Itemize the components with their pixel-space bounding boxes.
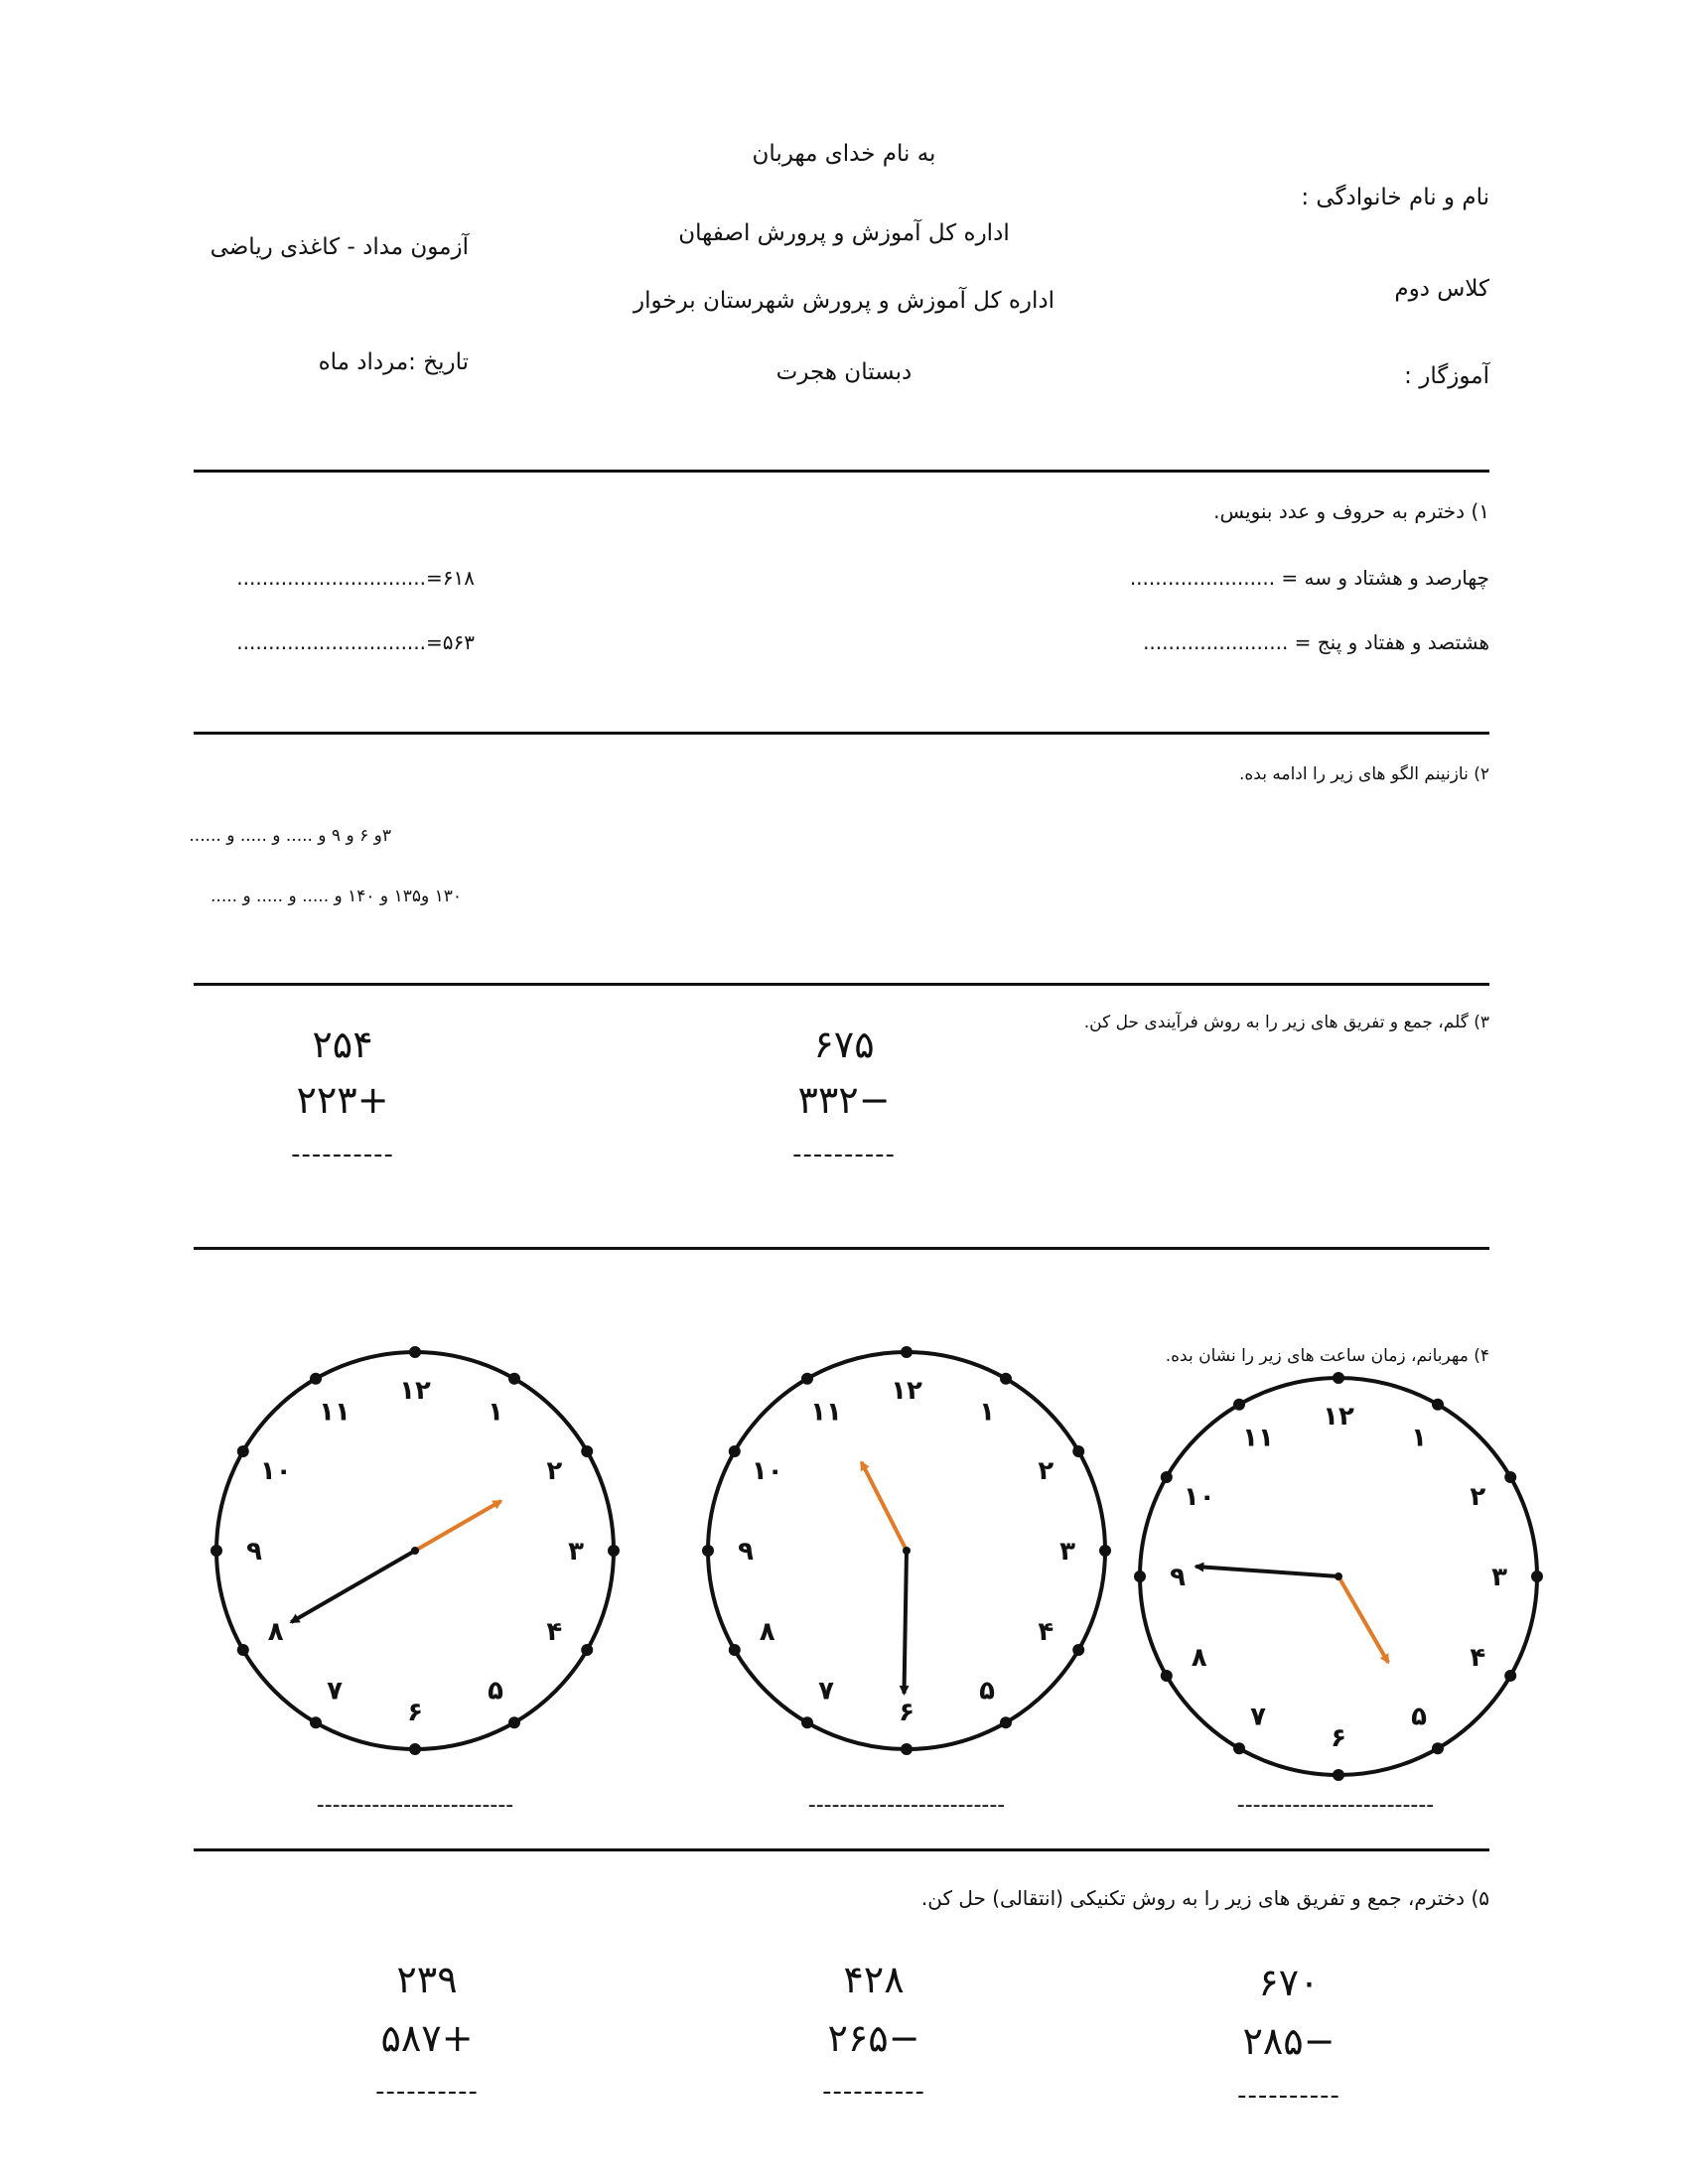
clock-numeral: ۱۰: [1183, 1482, 1215, 1512]
clock-tick-dot: [1432, 1742, 1444, 1754]
q2-pattern: ۳و ۶ و ۹ و ..... و ..... و ......: [189, 826, 391, 846]
q3-answer-line: ----------: [291, 1140, 394, 1169]
q3-problem-bottom: +۲۲۳: [296, 1078, 389, 1122]
dept-province: اداره کل آموزش و پرورش اصفهان: [678, 220, 1010, 246]
clock-tick-dot: [1531, 1570, 1543, 1582]
clock-answer-line: -------------------------: [807, 1793, 1006, 1818]
school-name: دبستان هجرت: [775, 359, 913, 385]
clock-tick-dot: [237, 1644, 249, 1656]
teacher-label: آموزگار :: [1404, 363, 1489, 389]
q1-item: چهارصد و هشتاد و سه = .......................: [1129, 566, 1489, 590]
q5-problem-bottom: −۲۸۵: [1242, 2019, 1336, 2063]
clock-numeral: ۸: [267, 1617, 284, 1647]
clock-numeral: ۹: [1170, 1563, 1186, 1592]
clock-tick-dot: [1333, 1769, 1344, 1781]
clock-tick-dot: [1432, 1399, 1444, 1411]
minute-hand: [1196, 1567, 1338, 1576]
clock-numeral: ۳: [1491, 1563, 1507, 1592]
clock-numeral: ۱۲: [891, 1376, 922, 1406]
q3-answer-line: ----------: [792, 1140, 896, 1169]
clock-tick-dot: [1333, 1372, 1344, 1384]
q4-prompt: ۴) مهربانم، زمان ساعت های زیر را نشان بده.: [1165, 1346, 1489, 1366]
clock-numeral: ۷: [818, 1676, 834, 1706]
q5-prompt: ۵) دخترم، جمع و تفریق های زیر را به روش تکنیکی (انتقالی) حل کن.: [920, 1886, 1489, 1910]
clock-hub: [411, 1547, 419, 1555]
q5-problem-bottom: +۵۸۷: [380, 2016, 474, 2060]
clock-tick-dot: [702, 1545, 714, 1557]
clock-tick-dot: [508, 1373, 520, 1385]
clock-tick-dot: [1504, 1670, 1516, 1682]
exam-title: آزمون مداد - کاغذی ریاضی: [210, 234, 469, 260]
clock-tick-dot: [1000, 1716, 1012, 1728]
clock-numeral: ۳: [1059, 1537, 1075, 1567]
q1-prompt: ۱) دخترم به حروف و عدد بنویس.: [1213, 499, 1489, 523]
clock-tick-dot: [508, 1716, 520, 1728]
clock-answer-line: -------------------------: [316, 1793, 514, 1818]
clock-numeral: ۵: [979, 1676, 995, 1706]
q5-problem-top: ۶۷۰: [1258, 1961, 1320, 2004]
clock-tick-dot: [1099, 1545, 1111, 1557]
dept-city: اداره کل آموزش و پرورش شهرستان برخوار: [633, 288, 1055, 314]
clock-hub: [903, 1547, 911, 1555]
hour-hand: [862, 1462, 907, 1551]
clock-tick-dot: [409, 1346, 421, 1358]
clock-numeral: ۱۲: [399, 1376, 431, 1406]
q1-item: هشتصد و هفتاد و پنج = .......................: [1143, 630, 1489, 654]
q3-prompt: ۳) گلم، جمع و تفریق های زیر را به روش فرآیندی حل کن.: [1083, 1013, 1489, 1032]
q2-pattern: ۱۳۰ و۱۳۵ و ۱۴۰ و ..... و ..... و .....: [211, 887, 462, 906]
minute-hand: [904, 1551, 907, 1694]
clock-tick-dot: [1161, 1670, 1173, 1682]
clock-tick-dot: [310, 1373, 322, 1385]
clock-tick-dot: [1134, 1570, 1146, 1582]
clock-numeral: ۵: [488, 1676, 503, 1706]
minute-hand: [291, 1551, 415, 1622]
clock-numeral: ۹: [246, 1537, 262, 1567]
clock-tick-dot: [729, 1644, 741, 1656]
clock-face: [698, 1342, 1115, 1759]
clock-numeral: ۹: [738, 1537, 754, 1567]
clock-tick-dot: [581, 1445, 593, 1457]
clock-tick-dot: [310, 1716, 322, 1728]
q5-problem-top: ۴۲۸: [843, 1958, 905, 2001]
clock-numeral: ۶: [899, 1698, 914, 1727]
clock-tick-dot: [901, 1743, 913, 1755]
student-name-label: نام و نام خانوادگی :: [1301, 185, 1489, 210]
hour-hand: [415, 1501, 501, 1551]
clock-numeral: ۴: [1470, 1643, 1486, 1673]
q3-problem-top: ۶۷۵: [813, 1023, 875, 1066]
clock-numeral: ۷: [1250, 1702, 1266, 1732]
clock-numeral: ۴: [1038, 1617, 1055, 1647]
q5-answer-line: ----------: [1237, 2081, 1340, 2111]
clock-tick-dot: [801, 1373, 813, 1385]
clock-numeral: ۸: [1191, 1643, 1207, 1673]
clock-tick-dot: [729, 1445, 741, 1457]
clock-numeral: ۵: [1411, 1702, 1427, 1732]
divider: [194, 983, 1489, 986]
clock-numeral: ۱۱: [319, 1397, 351, 1428]
clock-tick-dot: [211, 1545, 222, 1557]
clock-tick-dot: [801, 1716, 813, 1728]
q3-problem-top: ۲۵۴: [312, 1023, 373, 1066]
clock-tick-dot: [1233, 1742, 1245, 1754]
q5-problem-top: ۲۳۹: [396, 1958, 458, 2001]
clock-numeral: ۱۱: [810, 1397, 842, 1428]
bismillah: به نام خدای مهربان: [752, 141, 936, 167]
divider: [194, 1848, 1489, 1851]
q2-prompt: ۲) نازنینم الگو های زیر را ادامه بده.: [1238, 764, 1489, 784]
clock-tick-dot: [1161, 1471, 1173, 1483]
clock-numeral: ۲: [546, 1456, 563, 1486]
clock-numeral: ۱: [979, 1397, 995, 1428]
clock-numeral: ۶: [407, 1698, 423, 1727]
q1-item: ۵۶۳=..............................: [236, 630, 475, 654]
clock-numeral: ۶: [1331, 1723, 1346, 1753]
clock-tick-dot: [608, 1545, 620, 1557]
clock-numeral: ۳: [568, 1537, 584, 1567]
clock-numeral: ۴: [546, 1617, 563, 1647]
clock-tick-dot: [409, 1743, 421, 1755]
divider: [194, 732, 1489, 735]
clock-numeral: ۲: [1038, 1456, 1055, 1486]
hour-hand: [1338, 1576, 1388, 1663]
q5-answer-line: ----------: [822, 2077, 925, 2107]
clock-tick-dot: [1504, 1471, 1516, 1483]
clock-tick-dot: [901, 1346, 913, 1358]
clock-hub: [1335, 1572, 1342, 1580]
clock-tick-dot: [1233, 1399, 1245, 1411]
clock-tick-dot: [1072, 1445, 1084, 1457]
clock-tick-dot: [237, 1445, 249, 1457]
q3-problem-bottom: −۳۳۲: [797, 1078, 891, 1122]
q1-item: ۶۱۸=..............................: [236, 566, 475, 590]
exam-date: تاریخ :مرداد ماه: [318, 349, 469, 375]
clock-tick-dot: [581, 1644, 593, 1656]
clock-numeral: ۱: [1411, 1423, 1427, 1453]
clock-numeral: ۱۰: [751, 1456, 783, 1486]
q5-problem-bottom: −۲۶۵: [827, 2016, 920, 2060]
clock-numeral: ۷: [327, 1676, 343, 1706]
clock-face: [1130, 1368, 1547, 1785]
clock-numeral: ۱۰: [259, 1456, 292, 1486]
q5-answer-line: ----------: [375, 2077, 479, 2107]
class-label: کلاس دوم: [1394, 276, 1489, 302]
clock-tick-dot: [1000, 1373, 1012, 1385]
clock-answer-line: -------------------------: [1236, 1793, 1435, 1818]
clock-numeral: ۱: [488, 1397, 503, 1428]
clock-numeral: ۱۲: [1323, 1402, 1354, 1432]
clock-numeral: ۸: [759, 1617, 775, 1647]
divider: [194, 1247, 1489, 1250]
clock-face: [207, 1342, 624, 1759]
clock-tick-dot: [1072, 1644, 1084, 1656]
divider: [194, 470, 1489, 473]
clock-numeral: ۲: [1470, 1482, 1486, 1512]
clock-numeral: ۱۱: [1242, 1423, 1274, 1453]
